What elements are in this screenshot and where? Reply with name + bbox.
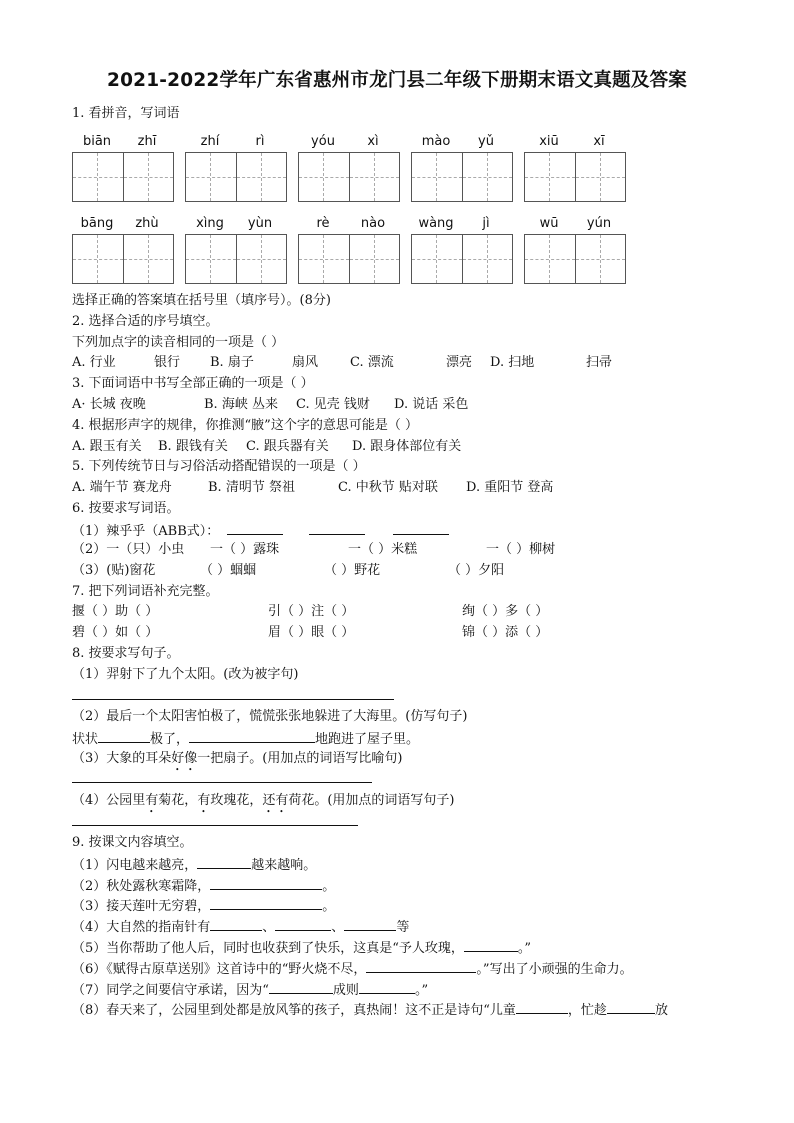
idiom-fill[interactable]: 引（ ）注（ ）: [268, 604, 355, 619]
option-d[interactable]: D. 扫地: [490, 355, 535, 370]
writing-grid[interactable]: [298, 234, 400, 284]
pinyin-label: wū: [539, 216, 559, 231]
pinyin-label: yóu: [311, 134, 335, 149]
option-c[interactable]: C. 跟兵器有关: [246, 439, 329, 454]
q6-line-3: [72, 562, 504, 580]
q9-line-1: [72, 855, 316, 875]
pinyin-group: [524, 134, 625, 204]
emphasized-word: 好像: [171, 751, 198, 766]
text: 、: [262, 920, 276, 935]
q8-sentence-2-fill: [72, 729, 419, 749]
writing-cell[interactable]: [123, 235, 173, 283]
q8-sentence-1: （1）羿射下了九个太阳。(改为被字句): [72, 667, 299, 682]
writing-grid[interactable]: [411, 234, 513, 284]
answer-line[interactable]: [72, 825, 358, 826]
option-a[interactable]: A. 跟玉有关: [72, 439, 142, 454]
text: 。: [322, 879, 336, 894]
writing-cell[interactable]: [575, 235, 625, 283]
writing-grid[interactable]: [524, 234, 626, 284]
pinyin-group: [72, 216, 173, 286]
pinyin-group: [185, 216, 286, 286]
answer-line[interactable]: [72, 782, 372, 783]
q1-label: 1. 看拼音，写词语: [72, 106, 180, 121]
pinyin-row-2: [72, 216, 732, 286]
option-b[interactable]: B. 海峡 丛来: [204, 397, 278, 412]
pinyin-group: [411, 134, 512, 204]
q8-label: 8. 按要求写句子。: [72, 646, 180, 661]
q2-stem: 下列加点字的读音相同的一项是（ ）: [72, 335, 285, 350]
pinyin-label: biān: [82, 134, 112, 149]
text: 放: [654, 1003, 668, 1018]
q6-line-1: [72, 521, 449, 541]
answer-blank[interactable]: [344, 917, 396, 931]
text: 。”写出了小顽强的生命力。: [476, 962, 633, 977]
answer-blank[interactable]: [359, 980, 415, 994]
option-d[interactable]: D. 重阳节 登高: [466, 480, 554, 495]
answer-blank[interactable]: [275, 917, 331, 931]
pinyin-label: xī: [593, 134, 605, 149]
q9-line-6: [72, 959, 633, 979]
pinyin-label: zhī: [137, 134, 157, 149]
pinyin-label: xiū: [539, 134, 559, 149]
option-a[interactable]: A. 行业: [72, 355, 116, 370]
pinyin-label: nào: [360, 216, 386, 231]
q7-row-1: [72, 603, 548, 621]
q4-label: 4. 根据形声字的规律，你推测“腋”这个字的意思可能是（ ）: [72, 418, 418, 433]
writing-cell[interactable]: [73, 235, 123, 283]
q7-row-2: [72, 624, 548, 642]
writing-grid[interactable]: [185, 152, 287, 202]
q2-options: [72, 354, 612, 372]
q4-options: [72, 438, 461, 456]
q6-fill-3[interactable]: （ ）蝈蝈: [200, 563, 257, 578]
q6-line-2: [72, 541, 555, 559]
pinyin-label: yùn: [247, 216, 273, 231]
q9-line-4: [72, 917, 409, 937]
pinyin-row-1: [72, 134, 732, 204]
pinyin-group: [524, 216, 625, 286]
option-b[interactable]: B. 跟钱有关: [158, 439, 228, 454]
pinyin-group: [298, 134, 399, 204]
text: 极了，: [150, 732, 190, 747]
answer-blank[interactable]: [516, 1000, 568, 1014]
page-title: 2021-2022学年广东省惠州市龙门县二年级下册期末语文真题及答案: [107, 70, 687, 91]
text: 。”: [517, 941, 532, 956]
writing-cell[interactable]: [575, 153, 625, 201]
text: （4）公园里: [72, 793, 146, 808]
q6-example-2: （2）一（只）小虫: [72, 542, 185, 557]
text: 地跑进了屋子里。: [315, 732, 420, 747]
writing-cell[interactable]: [186, 153, 236, 201]
q9-line-2: [72, 876, 335, 896]
writing-grid[interactable]: [72, 234, 174, 284]
q3-label: 3. 下面词语中书写全部正确的一项是（ ）: [72, 376, 314, 391]
option-c[interactable]: C. 漂流: [350, 355, 394, 370]
option-d[interactable]: D. 说话 采色: [394, 397, 469, 412]
emphasized-word: 有: [145, 793, 159, 808]
text: 菊花，: [158, 793, 198, 808]
pinyin-label: zhí: [200, 134, 220, 149]
writing-cell[interactable]: [123, 153, 173, 201]
text: ，忙趁: [567, 1003, 607, 1018]
text: （3）大象的耳朵: [72, 751, 172, 766]
writing-cell[interactable]: [525, 235, 575, 283]
option-c-word2: 漂亮: [446, 355, 473, 370]
q6-fill-2[interactable]: 一（ ）米糕: [348, 542, 418, 557]
text: （1）闪电越来越亮，: [72, 858, 198, 873]
q6-fill-2[interactable]: 一（ ）柳树: [486, 542, 556, 557]
answer-blank[interactable]: [227, 521, 283, 535]
option-a-word2: 银行: [154, 355, 181, 370]
q9-label: 9. 按课文内容填空。: [72, 835, 193, 850]
writing-cell[interactable]: [73, 153, 123, 201]
answer-blank[interactable]: [210, 876, 322, 890]
q9-line-8: [72, 1000, 668, 1020]
writing-cell[interactable]: [299, 235, 349, 283]
q3-options: [72, 396, 468, 414]
writing-cell[interactable]: [186, 235, 236, 283]
pinyin-label: rè: [316, 216, 330, 231]
q8-sentence-3: [72, 750, 402, 774]
answer-blank[interactable]: [269, 980, 333, 994]
q9-line-3: [72, 896, 335, 916]
q6-example-3: （3）(贴)窗花: [72, 563, 156, 578]
pinyin-group: [411, 216, 512, 286]
q9-line-7: [72, 980, 428, 1000]
writing-cell[interactable]: [236, 235, 286, 283]
writing-grid[interactable]: [524, 152, 626, 202]
writing-cell[interactable]: [462, 235, 512, 283]
section-instruction: 选择正确的答案填在括号里（填序号）。(8分): [72, 293, 331, 308]
pinyin-group: [72, 134, 173, 204]
text: 。: [322, 899, 336, 914]
q8-sentence-2: （2）最后一个太阳害怕极了，慌慌张张地躲进了大海里。(仿写句子): [72, 709, 468, 724]
text: 。”: [414, 983, 429, 998]
writing-grid[interactable]: [411, 152, 513, 202]
text: 荷花。(用加点的词语写句子): [288, 793, 455, 808]
pinyin-group: [298, 216, 399, 286]
writing-cell[interactable]: [462, 153, 512, 201]
option-a[interactable]: A· 长城 夜晚: [72, 397, 146, 412]
text: （5）当你帮助了他人后，同时也收获到了快乐，这真是“予人玫瑰，: [72, 941, 464, 956]
answer-blank[interactable]: [210, 917, 262, 931]
answer-blank[interactable]: [366, 959, 476, 973]
text: 玫瑰花，: [210, 793, 263, 808]
writing-grid[interactable]: [298, 152, 400, 202]
option-b-word2: 扇风: [292, 355, 319, 370]
emphasized-word: 有: [197, 793, 211, 808]
answer-blank[interactable]: [98, 729, 150, 743]
q5-label: 5. 下列传统节日与习俗活动搭配错误的一项是（ ）: [72, 459, 366, 474]
answer-blank[interactable]: [210, 896, 322, 910]
option-b[interactable]: B. 清明节 祭祖: [208, 480, 295, 495]
text: （7）同学之间要信守承诺，因为“: [72, 983, 269, 998]
writing-cell[interactable]: [412, 235, 462, 283]
pinyin-label: xì: [367, 134, 379, 149]
option-b[interactable]: B. 扇子: [210, 355, 254, 370]
text: （2）秋处露秋寒霜降，: [72, 879, 211, 894]
option-a[interactable]: A. 端午节 赛龙舟: [72, 480, 172, 495]
idiom-fill[interactable]: 眉（ ）眼（ ）: [268, 625, 355, 640]
text: （8）春天来了，公园里到处都是放风筝的孩子，真热闹！这不正是诗句“儿童: [72, 1003, 516, 1018]
pinyin-label: yǔ: [478, 134, 494, 149]
pinyin-group: [185, 134, 286, 204]
q6-label: 6. 按要求写词语。: [72, 501, 180, 516]
idiom-fill[interactable]: 揠（ ）助（ ）: [72, 604, 159, 619]
option-d[interactable]: D. 跟身体部位有关: [352, 439, 462, 454]
idiom-fill[interactable]: 绚（ ）多（ ）: [462, 604, 549, 619]
text: （6）《赋得古原草送别》这首诗中的“野火烧不尽，: [72, 962, 367, 977]
q5-options: [72, 479, 553, 497]
pinyin-label: bāng: [80, 216, 114, 231]
q6-prompt-1: （1）辣乎乎（ABB式）：: [72, 524, 220, 539]
writing-cell[interactable]: [525, 153, 575, 201]
text: 、: [331, 920, 345, 935]
answer-blank[interactable]: [464, 938, 518, 952]
writing-cell[interactable]: [412, 153, 462, 201]
answer-blank[interactable]: [607, 1000, 655, 1014]
text: （3）接天莲叶无穷碧，: [72, 899, 211, 914]
answer-blank[interactable]: [393, 521, 449, 535]
writing-grid[interactable]: [72, 152, 174, 202]
q6-fill-3[interactable]: （ ）野花: [324, 563, 381, 578]
writing-cell[interactable]: [349, 235, 399, 283]
writing-grid[interactable]: [185, 234, 287, 284]
answer-line[interactable]: [72, 699, 394, 700]
answer-blank[interactable]: [309, 521, 365, 535]
option-c[interactable]: C. 中秋节 贴对联: [338, 480, 438, 495]
answer-blank[interactable]: [189, 729, 315, 743]
q6-fill-2[interactable]: 一（ ）露珠: [210, 542, 280, 557]
text: 等: [396, 920, 410, 935]
q7-label: 7. 把下列词语补充完整。: [72, 584, 219, 599]
pinyin-label: wàng: [418, 216, 454, 231]
pinyin-label: yún: [586, 216, 612, 231]
writing-cell[interactable]: [236, 153, 286, 201]
writing-cell[interactable]: [299, 153, 349, 201]
q2-label: 2. 选择合适的序号填空。: [72, 314, 219, 329]
q8-sentence-4: [72, 792, 455, 816]
pinyin-label: rì: [255, 134, 265, 149]
option-d-word2: 扫帚: [586, 355, 613, 370]
emphasized-word: 还有: [262, 793, 289, 808]
pinyin-label: mào: [421, 134, 451, 149]
text: 越来越响。: [251, 858, 317, 873]
idiom-fill[interactable]: 锦（ ）添（ ）: [462, 625, 549, 640]
pinyin-label: jì: [482, 216, 490, 231]
pinyin-label: xìng: [196, 216, 224, 231]
answer-blank[interactable]: [197, 855, 251, 869]
text: 成则: [332, 983, 359, 998]
q6-fill-3[interactable]: （ ）夕阳: [448, 563, 505, 578]
option-c[interactable]: C. 见壳 钱财: [296, 397, 370, 412]
writing-cell[interactable]: [349, 153, 399, 201]
pinyin-label: zhù: [135, 216, 159, 231]
text: 一把扇子。(用加点的词语写比喻句): [197, 751, 403, 766]
idiom-fill[interactable]: 碧（ ）如（ ）: [72, 625, 159, 640]
q9-line-5: [72, 938, 531, 958]
text: 状状: [72, 732, 99, 747]
text: （4）大自然的指南针有: [72, 920, 211, 935]
